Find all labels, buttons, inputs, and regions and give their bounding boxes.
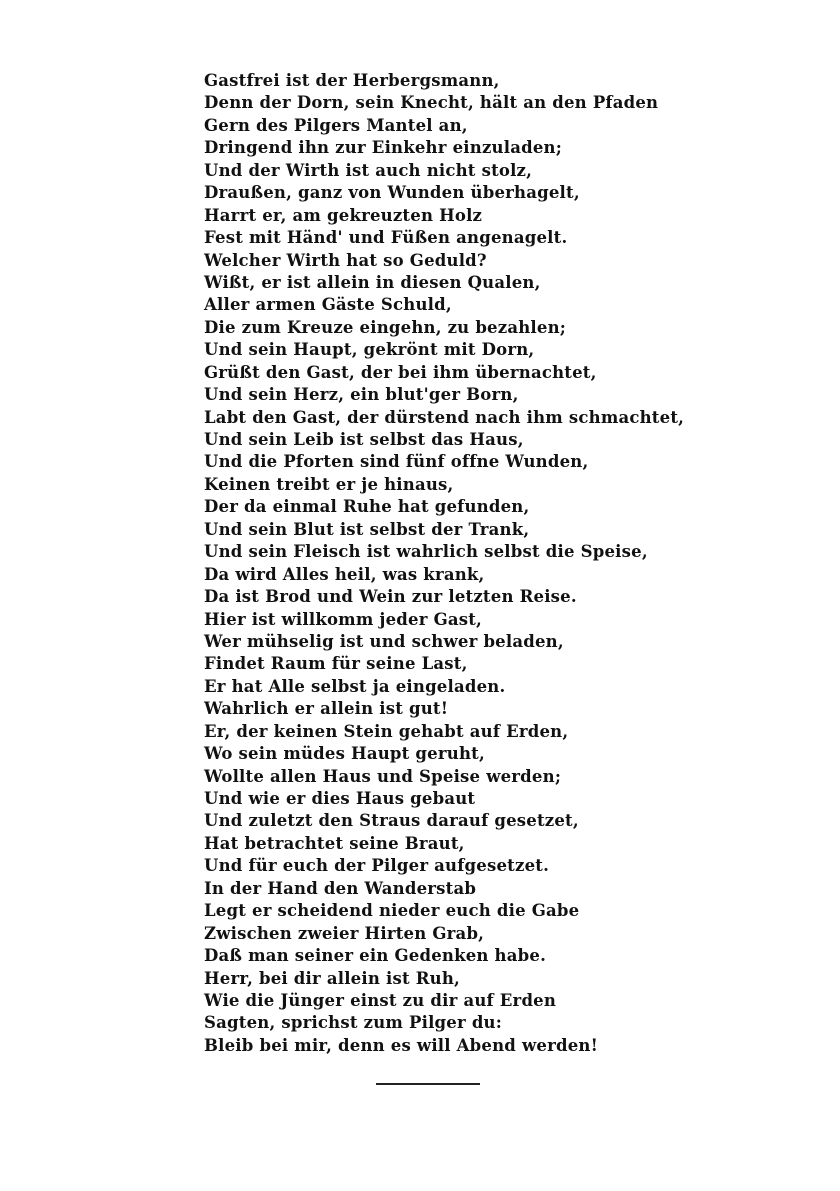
poem-line-34: Und zuletzt den Straus darauf gesetzet, xyxy=(204,811,579,831)
poem-line-24: Da ist Brod und Wein zur letzten Reise. xyxy=(204,587,577,607)
poem-line-20: Der da einmal Ruhe hat gefunden, xyxy=(204,497,530,517)
poem-line-5: Und der Wirth ist auch nicht stolz, xyxy=(204,160,533,180)
poem-line-8: Fest mit Händ' und Füßen angenagelt. xyxy=(204,228,568,248)
poem-line-9: Welcher Wirth hat so Geduld? xyxy=(204,250,487,270)
poem-text xyxy=(204,70,685,1057)
poem-line-6: Draußen, ganz von Wunden überhagelt, xyxy=(204,183,580,203)
poem-line-2: Denn der Dorn, sein Knecht, hält an den Pfaden xyxy=(204,93,659,113)
poem-line-23: Da wird Alles heil, was krank, xyxy=(204,564,485,584)
poem-line-11: Aller armen Gäste Schuld, xyxy=(204,295,452,315)
poem-line-26: Wer mühselig ist und schwer beladen, xyxy=(204,631,564,651)
poem-line-14: Grüßt den Gast, der bei ihm übernachtet, xyxy=(204,362,597,382)
poem-line-35: Hat betrachtet seine Braut, xyxy=(204,833,465,853)
closing-rule xyxy=(376,1083,480,1085)
poem-line-43: Sagten, sprichst zum Pilger du: xyxy=(204,1013,503,1033)
poem-line-27: Findet Raum für seine Last, xyxy=(204,654,468,674)
poem-line-32: Wollte allen Haus und Speise werden; xyxy=(204,766,562,786)
poem-line-41: Herr, bei dir allein ist Ruh, xyxy=(204,968,460,988)
poem-line-29: Wahrlich er allein ist gut! xyxy=(204,699,449,719)
poem-line-18: Und die Pforten sind fünf offne Wunden, xyxy=(204,452,589,472)
poem-line-4: Dringend ihn zur Einkehr einzuladen; xyxy=(204,138,563,158)
poem-line-19: Keinen treibt er je hinaus, xyxy=(204,474,454,494)
poem-line-12: Die zum Kreuze eingehn, zu bezahlen; xyxy=(204,317,567,337)
poem-line-1: Gastfrei ist der Herbergsmann, xyxy=(204,71,500,90)
poem-line-44: Bleib bei mir, denn es will Abend werden! xyxy=(204,1035,599,1055)
poem-line-21: Und sein Blut ist selbst der Trank, xyxy=(204,519,530,539)
poem-line-15: Und sein Herz, ein blut'ger Born, xyxy=(204,385,519,405)
poem-line-40: Daß man seiner ein Gedenken habe. xyxy=(204,946,547,966)
poem-line-7: Harrt er, am gekreuzten Holz xyxy=(204,205,483,225)
poem-line-10: Wißt, er ist allein in diesen Qualen, xyxy=(204,272,541,292)
poem-line-33: Und wie er dies Haus gebaut xyxy=(204,789,476,808)
poem-line-36: Und für euch der Pilger aufgesetzet. xyxy=(204,856,550,876)
poem-line-42: Wie die Jünger einst zu dir auf Erden xyxy=(204,990,557,1010)
poem-line-39: Zwischen zweier Hirten Grab, xyxy=(204,923,485,943)
poem-line-31: Wo sein müdes Haupt geruht, xyxy=(204,744,485,764)
poem-line-16: Labt den Gast, der dürstend nach ihm schmachtet, xyxy=(204,407,685,427)
poem-line-13: Und sein Haupt, gekrönt mit Dorn, xyxy=(204,340,535,360)
poem-line-38: Legt er scheidend nieder euch die Gabe xyxy=(204,901,580,921)
poem-line-37: In der Hand den Wanderstab xyxy=(204,878,477,898)
poem-line-25: Hier ist willkomm jeder Gast, xyxy=(204,609,483,629)
poem-line-22: Und sein Fleisch ist wahrlich selbst die Speise, xyxy=(204,542,648,562)
poem-line-28: Er hat Alle selbst ja eingeladen. xyxy=(204,676,506,696)
poem-line-17: Und sein Leib ist selbst das Haus, xyxy=(204,430,524,449)
poem-line-30: Er, der keinen Stein gehabt auf Erden, xyxy=(204,721,569,741)
poem-line-3: Gern des Pilgers Mantel an, xyxy=(204,115,468,135)
